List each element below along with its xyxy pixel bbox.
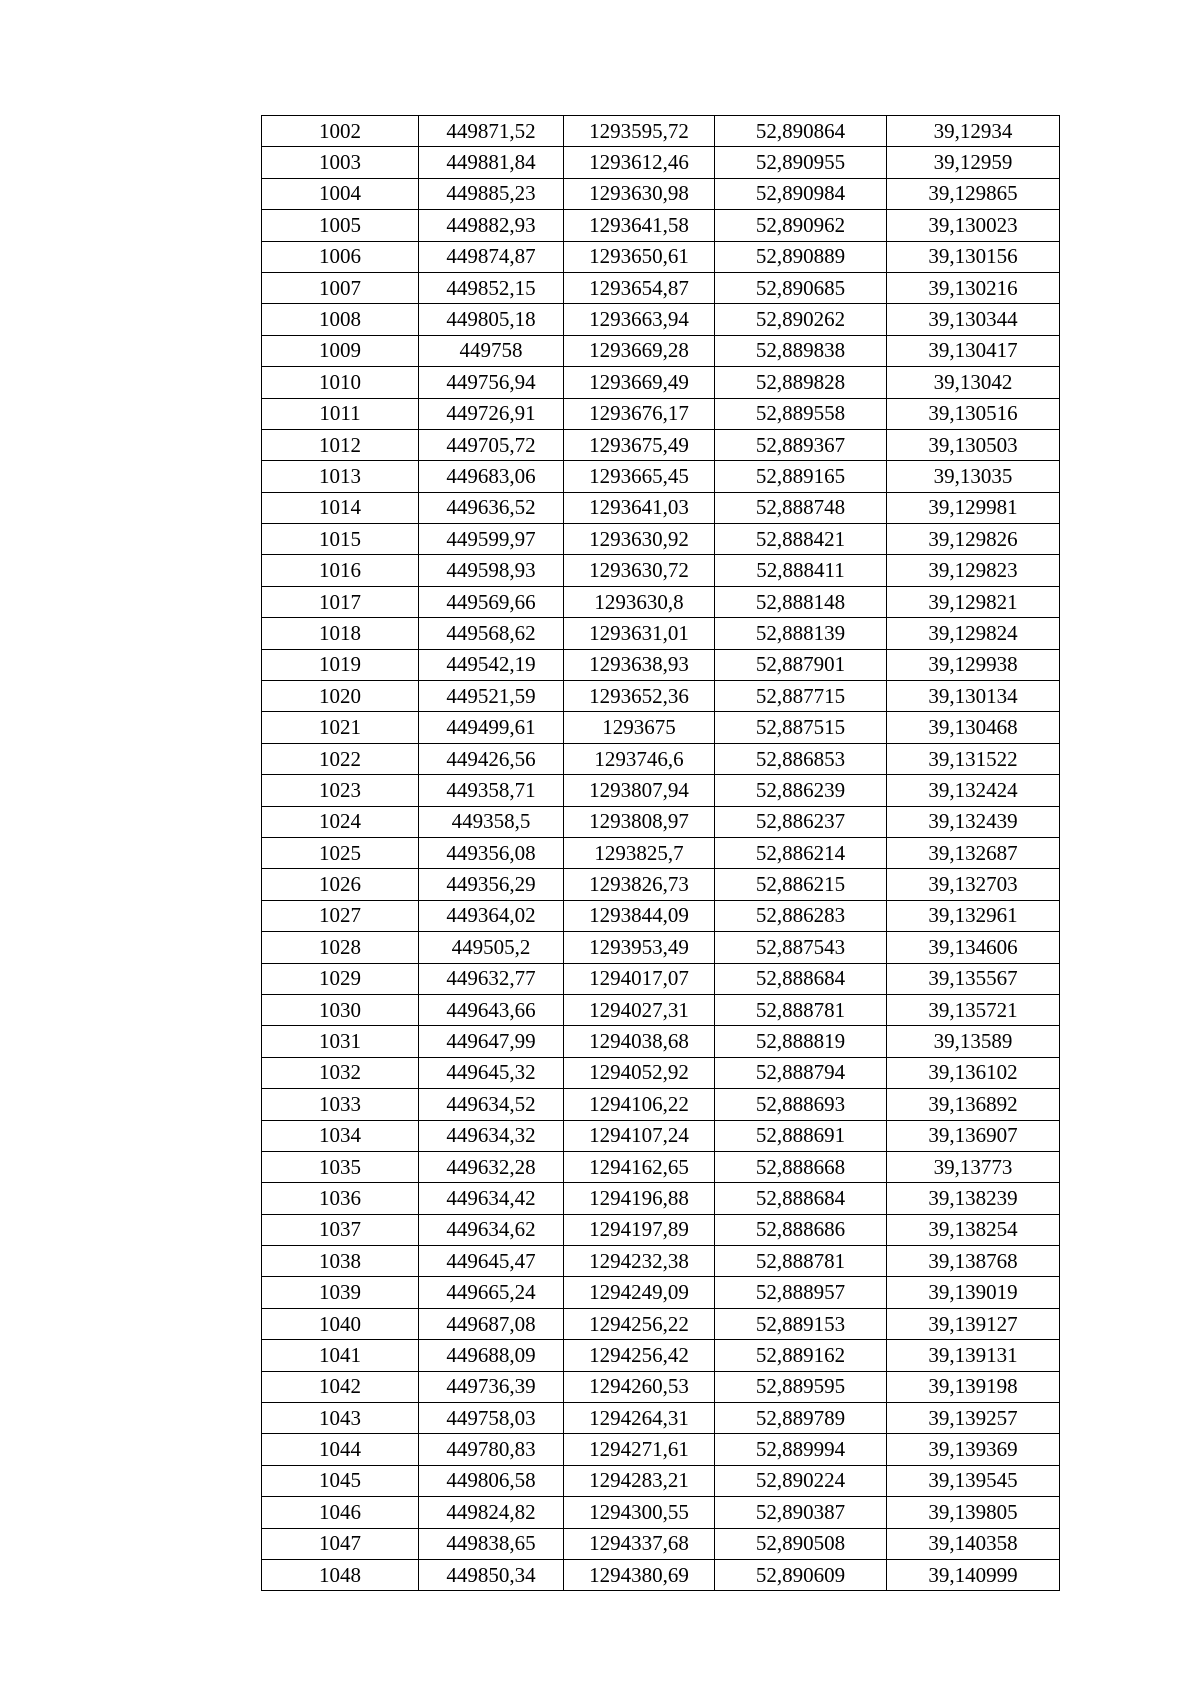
table-row	[262, 1026, 1060, 1057]
x-coordinate-cell: 449885,23	[419, 178, 564, 209]
table-row	[262, 1559, 1060, 1590]
x-coordinate-cell: 449852,15	[419, 272, 564, 303]
point-number-cell: 1009	[262, 335, 419, 366]
longitude-cell: 39,129865	[887, 178, 1060, 209]
longitude-cell: 39,130156	[887, 241, 1060, 272]
latitude-cell: 52,886853	[715, 743, 887, 774]
y-coordinate-cell: 1293650,61	[564, 241, 715, 272]
y-coordinate-cell: 1294256,22	[564, 1308, 715, 1339]
longitude-cell: 39,138239	[887, 1183, 1060, 1214]
x-coordinate-cell: 449882,93	[419, 210, 564, 241]
longitude-cell: 39,139131	[887, 1340, 1060, 1371]
y-coordinate-cell: 1294271,61	[564, 1434, 715, 1465]
longitude-cell: 39,130134	[887, 681, 1060, 712]
y-coordinate-cell: 1293808,97	[564, 806, 715, 837]
table-row	[262, 461, 1060, 492]
point-number-cell: 1018	[262, 618, 419, 649]
latitude-cell: 52,888748	[715, 492, 887, 523]
x-coordinate-cell: 449688,09	[419, 1340, 564, 1371]
table-row	[262, 1246, 1060, 1277]
y-coordinate-cell: 1293641,03	[564, 492, 715, 523]
latitude-cell: 52,887515	[715, 712, 887, 743]
latitude-cell: 52,889595	[715, 1371, 887, 1402]
table-row	[262, 1528, 1060, 1559]
y-coordinate-cell: 1293669,49	[564, 367, 715, 398]
table-row	[262, 900, 1060, 931]
longitude-cell: 39,132961	[887, 900, 1060, 931]
y-coordinate-cell: 1293826,73	[564, 869, 715, 900]
table-row	[262, 367, 1060, 398]
y-coordinate-cell: 1294380,69	[564, 1559, 715, 1590]
y-coordinate-cell: 1294337,68	[564, 1528, 715, 1559]
y-coordinate-cell: 1294260,53	[564, 1371, 715, 1402]
point-number-cell: 1039	[262, 1277, 419, 1308]
y-coordinate-cell: 1293663,94	[564, 304, 715, 335]
x-coordinate-cell: 449705,72	[419, 429, 564, 460]
x-coordinate-cell: 449871,52	[419, 116, 564, 147]
latitude-cell: 52,886237	[715, 806, 887, 837]
table-row	[262, 178, 1060, 209]
longitude-cell: 39,139127	[887, 1308, 1060, 1339]
longitude-cell: 39,129826	[887, 524, 1060, 555]
y-coordinate-cell: 1293595,72	[564, 116, 715, 147]
longitude-cell: 39,13589	[887, 1026, 1060, 1057]
latitude-cell: 52,889153	[715, 1308, 887, 1339]
point-number-cell: 1032	[262, 1057, 419, 1088]
x-coordinate-cell: 449687,08	[419, 1308, 564, 1339]
latitude-cell: 52,888686	[715, 1214, 887, 1245]
y-coordinate-cell: 1293746,6	[564, 743, 715, 774]
latitude-cell: 52,888819	[715, 1026, 887, 1057]
latitude-cell: 52,888781	[715, 994, 887, 1025]
point-number-cell: 1014	[262, 492, 419, 523]
table-row	[262, 1214, 1060, 1245]
point-number-cell: 1030	[262, 994, 419, 1025]
y-coordinate-cell: 1294283,21	[564, 1465, 715, 1496]
point-number-cell: 1023	[262, 775, 419, 806]
x-coordinate-cell: 449736,39	[419, 1371, 564, 1402]
table-row	[262, 555, 1060, 586]
longitude-cell: 39,129821	[887, 586, 1060, 617]
point-number-cell: 1011	[262, 398, 419, 429]
table-row	[262, 649, 1060, 680]
x-coordinate-cell: 449499,61	[419, 712, 564, 743]
y-coordinate-cell: 1294249,09	[564, 1277, 715, 1308]
table-row	[262, 994, 1060, 1025]
y-coordinate-cell: 1294196,88	[564, 1183, 715, 1214]
point-number-cell: 1028	[262, 932, 419, 963]
latitude-cell: 52,888691	[715, 1120, 887, 1151]
latitude-cell: 52,889789	[715, 1403, 887, 1434]
y-coordinate-cell: 1293654,87	[564, 272, 715, 303]
latitude-cell: 52,886214	[715, 837, 887, 868]
table-row	[262, 1183, 1060, 1214]
x-coordinate-cell: 449758	[419, 335, 564, 366]
point-number-cell: 1020	[262, 681, 419, 712]
longitude-cell: 39,129981	[887, 492, 1060, 523]
latitude-cell: 52,890224	[715, 1465, 887, 1496]
point-number-cell: 1007	[262, 272, 419, 303]
latitude-cell: 52,890262	[715, 304, 887, 335]
point-number-cell: 1043	[262, 1403, 419, 1434]
y-coordinate-cell: 1294017,07	[564, 963, 715, 994]
y-coordinate-cell: 1293844,09	[564, 900, 715, 931]
y-coordinate-cell: 1294052,92	[564, 1057, 715, 1088]
latitude-cell: 52,889994	[715, 1434, 887, 1465]
longitude-cell: 39,136102	[887, 1057, 1060, 1088]
latitude-cell: 52,888148	[715, 586, 887, 617]
longitude-cell: 39,130216	[887, 272, 1060, 303]
point-number-cell: 1047	[262, 1528, 419, 1559]
x-coordinate-cell: 449569,66	[419, 586, 564, 617]
table-row	[262, 272, 1060, 303]
longitude-cell: 39,130516	[887, 398, 1060, 429]
table-row	[262, 681, 1060, 712]
longitude-cell: 39,13042	[887, 367, 1060, 398]
x-coordinate-cell: 449364,02	[419, 900, 564, 931]
table-row	[262, 429, 1060, 460]
point-number-cell: 1035	[262, 1151, 419, 1182]
y-coordinate-cell: 1293675	[564, 712, 715, 743]
table-row	[262, 116, 1060, 147]
latitude-cell: 52,890984	[715, 178, 887, 209]
point-number-cell: 1036	[262, 1183, 419, 1214]
table-row	[262, 586, 1060, 617]
point-number-cell: 1004	[262, 178, 419, 209]
latitude-cell: 52,890864	[715, 116, 887, 147]
y-coordinate-cell: 1293630,8	[564, 586, 715, 617]
latitude-cell: 52,889828	[715, 367, 887, 398]
longitude-cell: 39,135567	[887, 963, 1060, 994]
point-number-cell: 1029	[262, 963, 419, 994]
y-coordinate-cell: 1294107,24	[564, 1120, 715, 1151]
table-row	[262, 1434, 1060, 1465]
longitude-cell: 39,12934	[887, 116, 1060, 147]
point-number-cell: 1042	[262, 1371, 419, 1402]
longitude-cell: 39,130417	[887, 335, 1060, 366]
table-row	[262, 806, 1060, 837]
longitude-cell: 39,130468	[887, 712, 1060, 743]
y-coordinate-cell: 1293631,01	[564, 618, 715, 649]
table-row	[262, 837, 1060, 868]
table-row	[262, 1340, 1060, 1371]
point-number-cell: 1033	[262, 1089, 419, 1120]
longitude-cell: 39,129938	[887, 649, 1060, 680]
x-coordinate-cell: 449647,99	[419, 1026, 564, 1057]
table-row	[262, 1089, 1060, 1120]
latitude-cell: 52,889162	[715, 1340, 887, 1371]
point-number-cell: 1021	[262, 712, 419, 743]
y-coordinate-cell: 1293953,49	[564, 932, 715, 963]
x-coordinate-cell: 449636,52	[419, 492, 564, 523]
table-row	[262, 1371, 1060, 1402]
point-number-cell: 1045	[262, 1465, 419, 1496]
y-coordinate-cell: 1293612,46	[564, 147, 715, 178]
longitude-cell: 39,136907	[887, 1120, 1060, 1151]
latitude-cell: 52,888421	[715, 524, 887, 555]
point-number-cell: 1016	[262, 555, 419, 586]
table-row	[262, 210, 1060, 241]
point-number-cell: 1025	[262, 837, 419, 868]
y-coordinate-cell: 1294106,22	[564, 1089, 715, 1120]
x-coordinate-cell: 449632,28	[419, 1151, 564, 1182]
x-coordinate-cell: 449599,97	[419, 524, 564, 555]
y-coordinate-cell: 1293669,28	[564, 335, 715, 366]
table-row	[262, 1277, 1060, 1308]
longitude-cell: 39,13035	[887, 461, 1060, 492]
x-coordinate-cell: 449632,77	[419, 963, 564, 994]
point-number-cell: 1041	[262, 1340, 419, 1371]
x-coordinate-cell: 449358,71	[419, 775, 564, 806]
latitude-cell: 52,889558	[715, 398, 887, 429]
y-coordinate-cell: 1293665,45	[564, 461, 715, 492]
y-coordinate-cell: 1294162,65	[564, 1151, 715, 1182]
table-row	[262, 492, 1060, 523]
table-row	[262, 304, 1060, 335]
latitude-cell: 52,890955	[715, 147, 887, 178]
latitude-cell: 52,888668	[715, 1151, 887, 1182]
latitude-cell: 52,888957	[715, 1277, 887, 1308]
latitude-cell: 52,890889	[715, 241, 887, 272]
latitude-cell: 52,888139	[715, 618, 887, 649]
latitude-cell: 52,889367	[715, 429, 887, 460]
x-coordinate-cell: 449634,52	[419, 1089, 564, 1120]
longitude-cell: 39,13773	[887, 1151, 1060, 1182]
latitude-cell: 52,886283	[715, 900, 887, 931]
y-coordinate-cell: 1293675,49	[564, 429, 715, 460]
y-coordinate-cell: 1293807,94	[564, 775, 715, 806]
y-coordinate-cell: 1294300,55	[564, 1497, 715, 1528]
longitude-cell: 39,132687	[887, 837, 1060, 868]
table-row	[262, 147, 1060, 178]
point-number-cell: 1040	[262, 1308, 419, 1339]
coordinates-table-body	[262, 116, 1060, 1591]
longitude-cell: 39,139198	[887, 1371, 1060, 1402]
point-number-cell: 1034	[262, 1120, 419, 1151]
latitude-cell: 52,890609	[715, 1559, 887, 1590]
longitude-cell: 39,139805	[887, 1497, 1060, 1528]
point-number-cell: 1019	[262, 649, 419, 680]
latitude-cell: 52,889165	[715, 461, 887, 492]
latitude-cell: 52,888411	[715, 555, 887, 586]
longitude-cell: 39,12959	[887, 147, 1060, 178]
point-number-cell: 1026	[262, 869, 419, 900]
x-coordinate-cell: 449805,18	[419, 304, 564, 335]
x-coordinate-cell: 449780,83	[419, 1434, 564, 1465]
y-coordinate-cell: 1293676,17	[564, 398, 715, 429]
longitude-cell: 39,132703	[887, 869, 1060, 900]
x-coordinate-cell: 449634,32	[419, 1120, 564, 1151]
x-coordinate-cell: 449634,62	[419, 1214, 564, 1245]
table-row	[262, 963, 1060, 994]
x-coordinate-cell: 449568,62	[419, 618, 564, 649]
point-number-cell: 1038	[262, 1246, 419, 1277]
longitude-cell: 39,135721	[887, 994, 1060, 1025]
x-coordinate-cell: 449824,82	[419, 1497, 564, 1528]
x-coordinate-cell: 449426,56	[419, 743, 564, 774]
table-row	[262, 1057, 1060, 1088]
x-coordinate-cell: 449645,47	[419, 1246, 564, 1277]
table-row	[262, 712, 1060, 743]
y-coordinate-cell: 1294197,89	[564, 1214, 715, 1245]
table-row	[262, 335, 1060, 366]
x-coordinate-cell: 449726,91	[419, 398, 564, 429]
table-row	[262, 241, 1060, 272]
x-coordinate-cell: 449665,24	[419, 1277, 564, 1308]
coordinates-table	[261, 115, 1060, 1591]
table-row	[262, 932, 1060, 963]
latitude-cell: 52,888684	[715, 963, 887, 994]
y-coordinate-cell: 1294232,38	[564, 1246, 715, 1277]
x-coordinate-cell: 449356,08	[419, 837, 564, 868]
point-number-cell: 1008	[262, 304, 419, 335]
table-row	[262, 1465, 1060, 1496]
longitude-cell: 39,139369	[887, 1434, 1060, 1465]
table-row	[262, 1120, 1060, 1151]
table-row	[262, 775, 1060, 806]
y-coordinate-cell: 1294038,68	[564, 1026, 715, 1057]
x-coordinate-cell: 449542,19	[419, 649, 564, 680]
table-row	[262, 1308, 1060, 1339]
x-coordinate-cell: 449643,66	[419, 994, 564, 1025]
y-coordinate-cell: 1293630,92	[564, 524, 715, 555]
longitude-cell: 39,129824	[887, 618, 1060, 649]
point-number-cell: 1027	[262, 900, 419, 931]
point-number-cell: 1012	[262, 429, 419, 460]
point-number-cell: 1006	[262, 241, 419, 272]
y-coordinate-cell: 1294256,42	[564, 1340, 715, 1371]
y-coordinate-cell: 1294264,31	[564, 1403, 715, 1434]
point-number-cell: 1005	[262, 210, 419, 241]
table-row	[262, 1403, 1060, 1434]
longitude-cell: 39,138254	[887, 1214, 1060, 1245]
point-number-cell: 1044	[262, 1434, 419, 1465]
longitude-cell: 39,139257	[887, 1403, 1060, 1434]
point-number-cell: 1024	[262, 806, 419, 837]
longitude-cell: 39,139019	[887, 1277, 1060, 1308]
longitude-cell: 39,140999	[887, 1559, 1060, 1590]
y-coordinate-cell: 1293630,72	[564, 555, 715, 586]
point-number-cell: 1017	[262, 586, 419, 617]
point-number-cell: 1046	[262, 1497, 419, 1528]
latitude-cell: 52,888794	[715, 1057, 887, 1088]
x-coordinate-cell: 449874,87	[419, 241, 564, 272]
table-row	[262, 743, 1060, 774]
y-coordinate-cell: 1293652,36	[564, 681, 715, 712]
x-coordinate-cell: 449758,03	[419, 1403, 564, 1434]
point-number-cell: 1015	[262, 524, 419, 555]
x-coordinate-cell: 449521,59	[419, 681, 564, 712]
point-number-cell: 1022	[262, 743, 419, 774]
longitude-cell: 39,136892	[887, 1089, 1060, 1120]
latitude-cell: 52,887901	[715, 649, 887, 680]
x-coordinate-cell: 449756,94	[419, 367, 564, 398]
y-coordinate-cell: 1293630,98	[564, 178, 715, 209]
table-row	[262, 1151, 1060, 1182]
latitude-cell: 52,890508	[715, 1528, 887, 1559]
table-row	[262, 1497, 1060, 1528]
table-row	[262, 524, 1060, 555]
latitude-cell: 52,890387	[715, 1497, 887, 1528]
longitude-cell: 39,132424	[887, 775, 1060, 806]
latitude-cell: 52,887715	[715, 681, 887, 712]
latitude-cell: 52,888781	[715, 1246, 887, 1277]
x-coordinate-cell: 449838,65	[419, 1528, 564, 1559]
point-number-cell: 1003	[262, 147, 419, 178]
latitude-cell: 52,889838	[715, 335, 887, 366]
longitude-cell: 39,134606	[887, 932, 1060, 963]
longitude-cell: 39,130344	[887, 304, 1060, 335]
table-row	[262, 618, 1060, 649]
x-coordinate-cell: 449645,32	[419, 1057, 564, 1088]
table-row	[262, 869, 1060, 900]
point-number-cell: 1013	[262, 461, 419, 492]
x-coordinate-cell: 449881,84	[419, 147, 564, 178]
point-number-cell: 1048	[262, 1559, 419, 1590]
point-number-cell: 1002	[262, 116, 419, 147]
longitude-cell: 39,140358	[887, 1528, 1060, 1559]
longitude-cell: 39,130503	[887, 429, 1060, 460]
latitude-cell: 52,887543	[715, 932, 887, 963]
longitude-cell: 39,138768	[887, 1246, 1060, 1277]
x-coordinate-cell: 449598,93	[419, 555, 564, 586]
x-coordinate-cell: 449806,58	[419, 1465, 564, 1496]
latitude-cell: 52,890962	[715, 210, 887, 241]
x-coordinate-cell: 449683,06	[419, 461, 564, 492]
point-number-cell: 1010	[262, 367, 419, 398]
longitude-cell: 39,139545	[887, 1465, 1060, 1496]
latitude-cell: 52,886215	[715, 869, 887, 900]
point-number-cell: 1031	[262, 1026, 419, 1057]
y-coordinate-cell: 1293641,58	[564, 210, 715, 241]
longitude-cell: 39,131522	[887, 743, 1060, 774]
latitude-cell: 52,888693	[715, 1089, 887, 1120]
latitude-cell: 52,886239	[715, 775, 887, 806]
y-coordinate-cell: 1293825,7	[564, 837, 715, 868]
longitude-cell: 39,130023	[887, 210, 1060, 241]
x-coordinate-cell: 449505,2	[419, 932, 564, 963]
latitude-cell: 52,888684	[715, 1183, 887, 1214]
x-coordinate-cell: 449358,5	[419, 806, 564, 837]
latitude-cell: 52,890685	[715, 272, 887, 303]
x-coordinate-cell: 449356,29	[419, 869, 564, 900]
y-coordinate-cell: 1294027,31	[564, 994, 715, 1025]
longitude-cell: 39,129823	[887, 555, 1060, 586]
x-coordinate-cell: 449634,42	[419, 1183, 564, 1214]
point-number-cell: 1037	[262, 1214, 419, 1245]
longitude-cell: 39,132439	[887, 806, 1060, 837]
x-coordinate-cell: 449850,34	[419, 1559, 564, 1590]
y-coordinate-cell: 1293638,93	[564, 649, 715, 680]
table-row	[262, 398, 1060, 429]
